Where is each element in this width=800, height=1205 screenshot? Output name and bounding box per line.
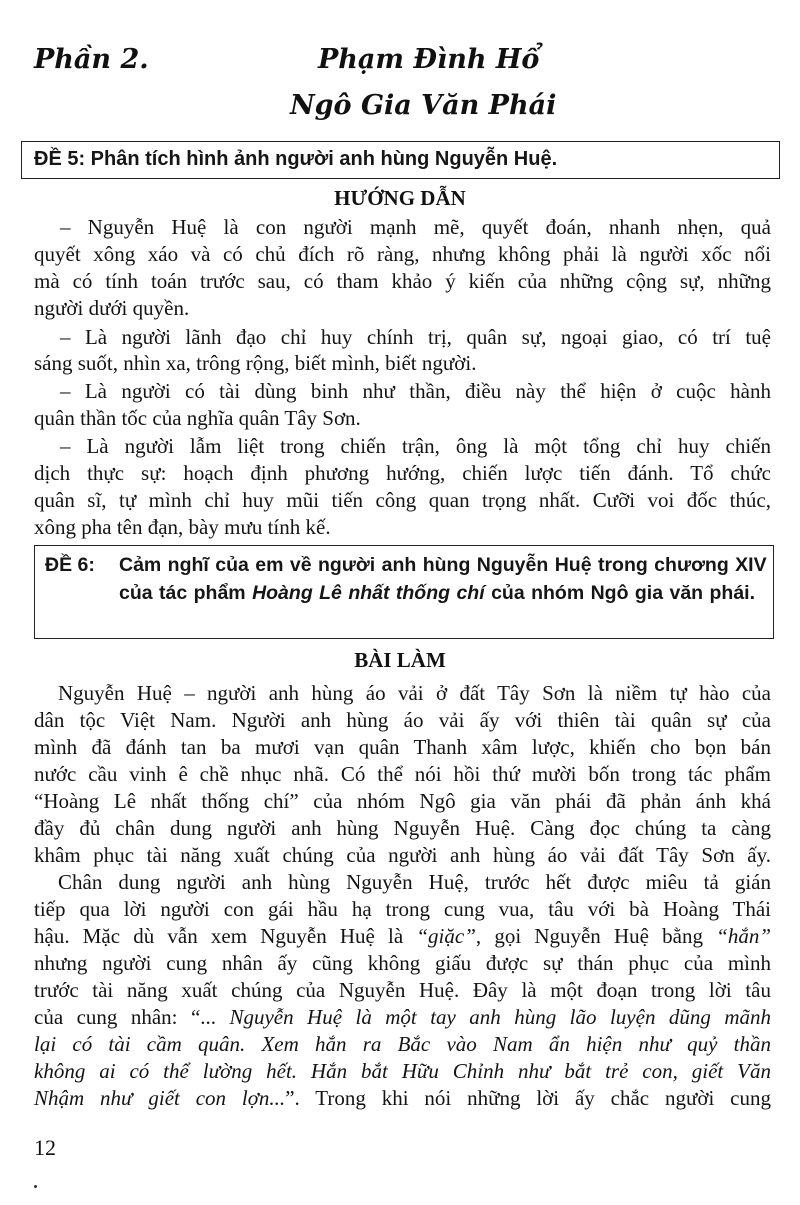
- scan-speck: [34, 1185, 37, 1188]
- paragraph-line: [34, 1085, 771, 1111]
- quoted-word: “giặc”: [416, 924, 476, 948]
- topic-6-work-title: Hoàng Lê nhất thống chí: [252, 581, 485, 604]
- essay-heading: BÀI LÀM: [354, 648, 446, 672]
- topic-5-title: ĐỀ 5: Phân tích hình ảnh người anh hùng Nguyễn Huệ.: [34, 148, 558, 170]
- paragraph-line: khâm phục tài năng xuất chúng của người anh hùng áo vải đất Tây Sơn ấy.: [34, 843, 771, 867]
- quoted-word: “hắn”: [716, 924, 771, 948]
- author-line-1: Phạm Đình Hổ: [318, 44, 540, 75]
- paragraph-line: dân tộc Việt Nam. Người anh hùng áo vải ấy với thiên tài quân sự của: [34, 708, 771, 732]
- text-span: của cung nhân: “...: [34, 1005, 217, 1029]
- quote-text: Nguyễn Huệ là một tay anh hùng lão luyện dũng mãnh: [229, 1005, 771, 1029]
- text-span: ”. Trong khi nói những lời ấy chắc người cung: [285, 1086, 771, 1110]
- paragraph-line: [34, 923, 771, 949]
- paragraph-line: dịch thực sự: hoạch định phương hướng, chiến lược tiến đánh. Tổ chức: [34, 461, 771, 485]
- paragraph-line: Nguyễn Huệ – người anh hùng áo vải ở đất Tây Sơn là niềm tự hào của: [58, 681, 771, 705]
- text-span: , gọi Nguyễn Huệ bằng: [475, 924, 703, 948]
- topic-5-box: [21, 141, 780, 179]
- paragraph-line: – Nguyễn Huệ là con người mạnh mẽ, quyết đoán, nhanh nhẹn, quả: [60, 215, 771, 239]
- part-title: Phần 2.: [34, 44, 149, 75]
- paragraph-line: “Hoàng Lê nhất thống chí” của nhóm Ngô gia văn phái đã phản ánh khá: [34, 789, 771, 813]
- quote-text: Nhậm như giết con lợn...: [34, 1086, 286, 1110]
- paragraph-line: lại có tài cầm quân. Xem hắn ra Bắc vào Nam ẩn hiện như quỷ thần: [34, 1032, 771, 1056]
- paragraph-line: – Là người lãnh đạo chỉ huy chính trị, quân sự, ngoại giao, có trí tuệ: [60, 325, 771, 349]
- paragraph-line: không ai có thể lường hết. Hắn bắt Hữu Chỉnh như bắt trẻ con, giết Văn: [34, 1059, 771, 1083]
- paragraph-line: đầy đủ chân dung người anh hùng Nguyễn Huệ. Càng đọc chúng ta càng: [34, 816, 771, 840]
- paragraph-line: mình đã đánh tan ba mươi vạn quân Thanh xâm lược, khiến cho bọn bán: [34, 735, 771, 759]
- topic-6-title: [119, 552, 769, 607]
- topic-6-label: ĐỀ 6:: [45, 554, 95, 576]
- paragraph-line: tiếp qua lời người con gái hầu hạ trong cung vua, tâu với bà Hoàng Thái: [34, 897, 771, 921]
- paragraph-line: quân thần tốc của nghĩa quân Tây Sơn.: [34, 406, 361, 430]
- paragraph-line: nước cầu vinh ê chề nhục nhã. Có thể nói hồi thứ mười bốn trong tác phẩm: [34, 762, 771, 786]
- page-number: 12: [34, 1135, 56, 1160]
- paragraph-line: mà có tính toán trước sau, có tham khảo ý kiến của những cộng sự, những: [34, 269, 771, 293]
- paragraph-line: – Là người lẫm liệt trong chiến trận, ông là một tổng chỉ huy chiến: [60, 434, 771, 458]
- paragraph-line: quân sĩ, tự mình chỉ huy mũi tiến công quan trọng nhất. Cưỡi voi đốc thúc,: [34, 488, 771, 512]
- author-line-2: Ngô Gia Văn Phái: [290, 90, 557, 121]
- paragraph-line: người dưới quyền.: [34, 296, 190, 320]
- topic-6-title-part: Cảm nghĩ của em về người anh hùng Nguyễn Huệ trong chương XIV của tác phẩm: [119, 554, 767, 604]
- paragraph-line: – Là người có tài dùng binh như thần, điều này thể hiện ở cuộc hành: [60, 379, 771, 403]
- topic-6-box: [34, 545, 774, 639]
- paragraph-line: trước tài năng xuất chúng của Nguyễn Huệ. Đây là một đoạn trong lời tâu: [34, 978, 771, 1002]
- paragraph-line: Chân dung người anh hùng Nguyễn Huệ, trước hết được miêu tả gián: [58, 870, 771, 894]
- paragraph-line: nhưng người cung nhân ấy cũng không giấu được sự thán phục của mình: [34, 951, 771, 975]
- paragraph-line: xông pha tên đạn, bày mưu tính kế.: [34, 515, 331, 539]
- paragraph-line: quyết xông xáo và có chủ đích rõ ràng, nhưng không phải là người xốc nổi: [34, 242, 771, 266]
- guide-heading: HƯỚNG DẪN: [334, 186, 466, 210]
- topic-6-title-part: của nhóm Ngô gia văn phái.: [491, 581, 756, 604]
- paragraph-line: [34, 1004, 771, 1030]
- paragraph-line: sáng suốt, nhìn xa, trông rộng, biết mình, biết người.: [34, 351, 477, 375]
- text-span: hậu. Mặc dù vẫn xem Nguyễn Huệ là: [34, 924, 404, 948]
